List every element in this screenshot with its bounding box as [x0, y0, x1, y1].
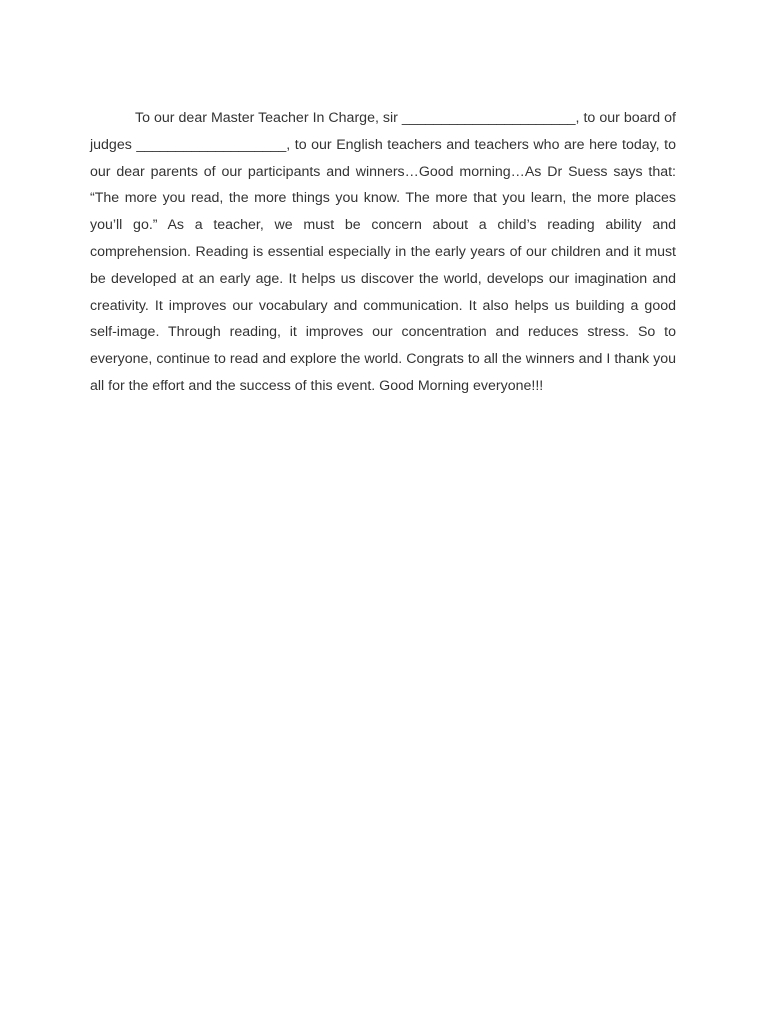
speech-paragraph: To our dear Master Teacher In Charge, sir ______________________, to our board of judges ___________________, to our English teachers and teachers who are here today, to our dear parents of our participants and winners…Good morning…As Dr Suess says that: “The more you read, the more things you know. The more that you learn, the more places you’ll go.” As a teacher, we must be concern about a child’s reading ability and comprehension. Reading is essential especially in the early years of our children and it must be developed at an early age. It helps us discover the world, develops our imagination and creativity. It improves our vocabulary and communication. It also helps us building a good self-image. Through reading, it improves our concentration and reduces stress. So to everyone, continue to read and explore the world. Congrats to all the winners and I thank you all for the effort and the success of this event. Good Morning everyone!!!	[90, 110, 676, 394]
